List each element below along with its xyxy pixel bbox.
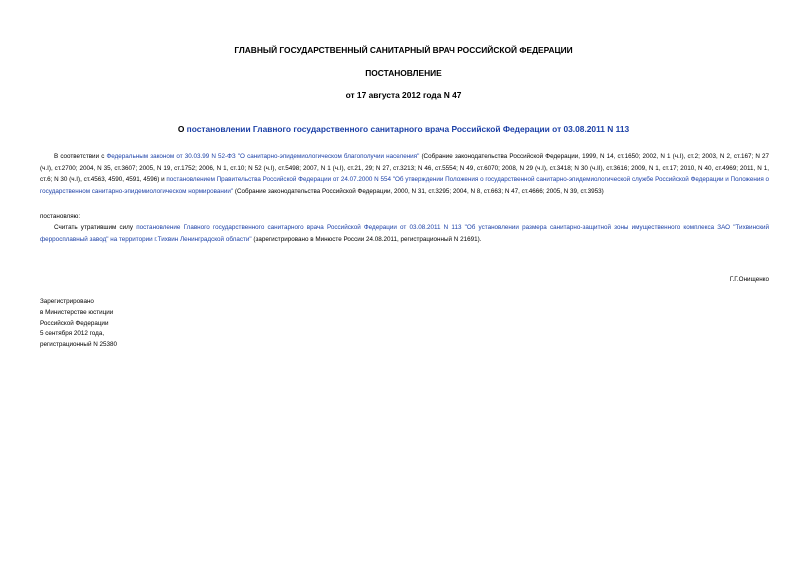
document-date-number: от 17 августа 2012 года N 47: [345, 90, 462, 100]
document-title: [0, 124, 807, 134]
resolved-label: постановляю:: [40, 213, 81, 220]
document-type: ПОСТАНОВЛЕНИЕ: [365, 68, 442, 78]
operative-text-1: Считать утратившим силу: [54, 224, 137, 231]
title-prefix: О: [177, 124, 187, 134]
repealed-resolution-link[interactable]: постановление Главного государственного санитарного врача Российской Федерации от 03.08.2011 N 113 "Об установлении размера санитарно-защитной зоны имущественного комплекса ЗАО "Тихвинский ферросплавный завод" на территории г.Тихвин Ленинградской области": [40, 224, 769, 243]
registration-line: Зарегистрировано: [40, 298, 94, 305]
registration-line: Российской Федерации: [40, 319, 109, 327]
preamble-text-2: (Собрание законодательства Российской Федерации, 1999, N 14, ст.1650; 2002, N 1 (ч.I), ст.2; 2003, N 2, ст.167; N 27 (ч.I), ст.2700; 2004, N 35, ст.3607; 2005, N 19, ст.1752; 2006, N 1, ст.10; N 52 (ч.I), ст.5498; 2007, N 1 (ч.I), ст.21, 29; N 27, ст.3213; N 46, ст.5554; N 49, ст.6070; 2008, N 29 (ч.I), ст.3418; N 30 (ч.II), ст.3616; 2009, N 1, ст.17; 2010, N 40, ст.4969; 2011, N 1, ст.6; N 30 (ч.I), ст.4563, 4590, 4591, 4596) и: [40, 153, 769, 183]
preamble-text-3: (Собрание законодательства Российской Федерации, 2000, N 31, ст.3295; 2004, N 8, ст.663; N 47, ст.4666; 2005, N 39, ст.3953): [233, 187, 604, 195]
registration-line: 5 сентября 2012 года,: [40, 330, 105, 338]
operative-paragraph: [40, 222, 769, 245]
government-resolution-link[interactable]: постановлением Правительства Российской Федерации от 24.07.2000 N 554 "Об утверждении Положения о государственной санитарно-эпидемиологической службе Российской Федерации и Положения о государственном санитарно-эпидемиологическом нормировании": [40, 176, 769, 195]
registration-line: в Министерстве юстиции: [40, 308, 114, 316]
registration-block: [40, 297, 117, 351]
issuing-authority: ГЛАВНЫЙ ГОСУДАРСТВЕННЫЙ САНИТАРНЫЙ ВРАЧ РОССИЙСКОЙ ФЕДЕРАЦИИ: [234, 45, 573, 55]
operative-text-2: (зарегистрировано в Минюсте России 24.08.2011, регистрационный N 21691).: [251, 235, 482, 243]
federal-law-link[interactable]: Федеральным законом от 30.03.99 N 52-ФЗ "О санитарно-эпидемиологическом благополучии населения": [106, 153, 420, 160]
title-link[interactable]: постановлении Главного государственного санитарного врача Российской Федерации от 03.08.2011 N 113: [186, 124, 630, 134]
signature: Г.Г.Онищенко: [729, 276, 769, 283]
preamble-paragraph: [40, 151, 769, 197]
preamble-text-1: В соответствии с: [54, 153, 107, 160]
registration-line: регистрационный N 25380: [40, 341, 118, 349]
